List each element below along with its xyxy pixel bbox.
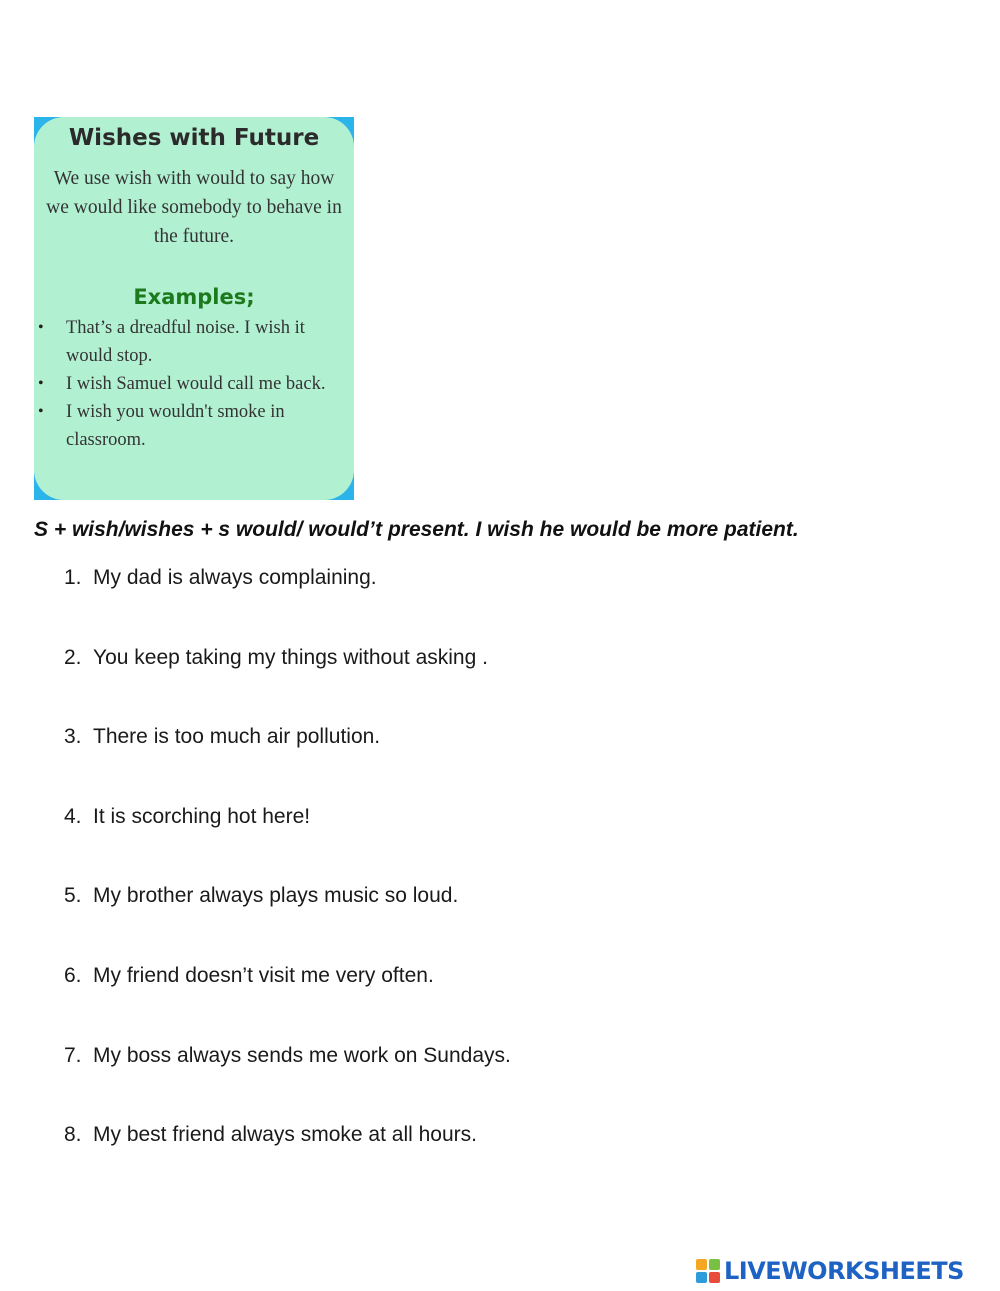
- card-description: We use wish with would to say how we would like somebody to behave in the future.: [46, 168, 342, 247]
- bullet-icon: •: [38, 403, 44, 420]
- exercise-item: [64, 805, 944, 885]
- logo-square: [709, 1272, 720, 1283]
- example-item: • I wish Samuel would call me back.: [38, 370, 338, 398]
- card-title: Wishes with Future: [68, 125, 320, 151]
- item-number: 3.: [64, 725, 82, 749]
- exercise-item: [64, 646, 944, 726]
- examples-heading: Examples;: [133, 285, 255, 309]
- exercise-item: [64, 1123, 944, 1203]
- item-sentence: My brother always plays music so loud.: [93, 884, 459, 908]
- example-item: • I wish you wouldn't smoke in classroom.: [38, 398, 338, 454]
- item-sentence: My boss always sends me work on Sundays.: [93, 1043, 511, 1067]
- wishes-future-card: [34, 117, 354, 500]
- item-number: 1.: [64, 566, 82, 589]
- item-number: 5.: [64, 884, 82, 908]
- item-number: 6.: [64, 963, 82, 987]
- item-sentence: My friend doesn’t visit me very often.: [93, 963, 434, 987]
- exercise-item: [64, 566, 944, 646]
- logo-square: [709, 1259, 720, 1270]
- item-sentence: My dad is always complaining.: [93, 566, 377, 589]
- logo-square: [696, 1272, 707, 1283]
- logo-square: [696, 1259, 707, 1270]
- bullet-icon: •: [38, 375, 44, 392]
- logo-text: LIVEWORKSHEETS: [724, 1257, 964, 1285]
- item-sentence: You keep taking my things without asking .: [93, 645, 488, 669]
- item-sentence: There is too much air pollution.: [93, 725, 381, 749]
- example-list: [38, 314, 338, 454]
- exercise-item: [64, 725, 944, 805]
- item-number: 2.: [64, 645, 82, 669]
- exercise-list: [64, 566, 944, 1203]
- exercise-item: [64, 884, 944, 964]
- item-number: 4.: [64, 804, 82, 828]
- item-sentence: My best friend always smoke at all hours.: [93, 1123, 477, 1147]
- example-item: • That’s a dreadful noise. I wish it would stop.: [38, 314, 338, 370]
- structure-formula: S + wish/wishes + s would/ would’t present. I wish he would be more patient.: [34, 518, 799, 541]
- card-panel: [34, 117, 354, 500]
- item-number: 8.: [64, 1123, 82, 1147]
- logo-mark-icon: [696, 1259, 720, 1283]
- exercise-item: [64, 964, 944, 1044]
- liveworksheets-logo[interactable]: [696, 1256, 964, 1286]
- bullet-icon: •: [38, 319, 44, 336]
- item-number: 7.: [64, 1043, 82, 1067]
- item-sentence: It is scorching hot here!: [93, 804, 311, 828]
- exercise-item: [64, 1044, 944, 1124]
